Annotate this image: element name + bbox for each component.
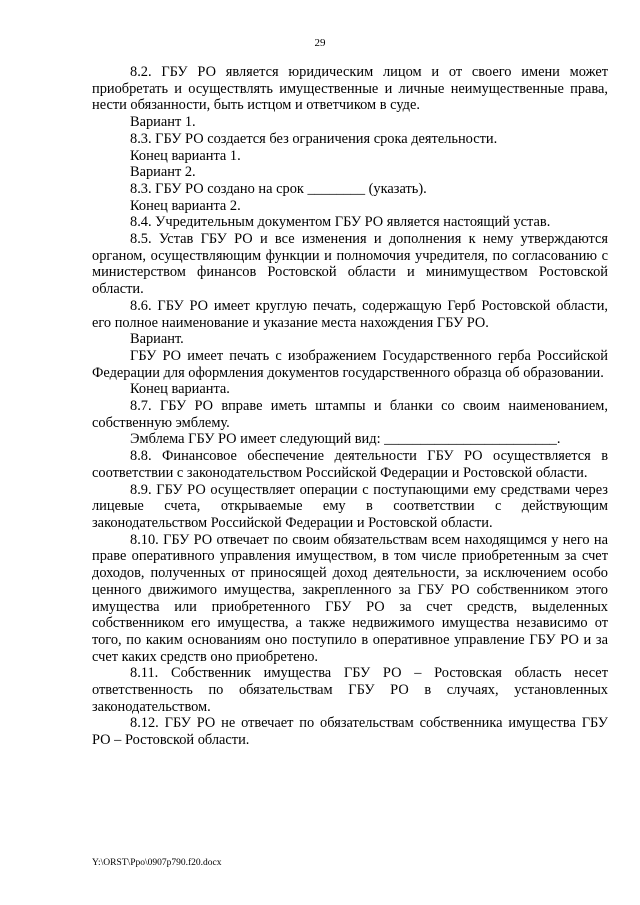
variant-end: Конец варианта. xyxy=(130,381,230,398)
paragraph-8-10: 8.10. ГБУ РО отвечает по своим обязательствам всем находящимся у него на праве оперативного управления имуществом, в том числе приобретенным за счет доходов, полученных от приносящей доход деятельности, за исключением особо ценного движимого имущества, закрепленного за ГБУ РО собственником этого имущества или приобретенного ГБУ РО за счет средств, выделенных собственником его имущества, а также недвижимого имущества независимо от того, по каким основаниям оно поступило в оперативное управление ГБУ РО и за счет каких средств оно приобретено. xyxy=(92,531,608,665)
variant-1-label: Вариант 1. xyxy=(130,114,196,131)
variant-1-end: Конец варианта 1. xyxy=(130,147,241,164)
paragraph-8-3-variant-2: 8.3. ГБУ РО создано на срок ________ (указать). xyxy=(130,180,427,197)
variant-2-end: Конец варианта 2. xyxy=(130,197,241,214)
paragraph-8-4: 8.4. Учредительным документом ГБУ РО является настоящий устав. xyxy=(130,214,551,231)
paragraph-8-7: 8.7. ГБУ РО вправе иметь штампы и бланки со своим наименованием, собственную эмблему. xyxy=(92,398,608,431)
paragraph-8-2: 8.2. ГБУ РО является юридическим лицом и от своего имени может приобретать и осуществлять имущественные и личные неимущественные права, нести обязанности, быть истцом и ответчиком в суде. xyxy=(92,64,608,114)
paragraph-8-12: 8.12. ГБУ РО не отвечает по обязательствам собственника имущества ГБУ РО – Ростовской области. xyxy=(92,715,608,749)
paragraph-8-3-variant-1: 8.3. ГБУ РО создается без ограничения срока деятельности. xyxy=(130,130,498,147)
document-body xyxy=(92,64,608,749)
paragraph-8-11: 8.11. Собственник имущества ГБУ РО – Ростовская область несет ответственность по обязательствам ГБУ РО в случаях, установленных законодательством. xyxy=(92,665,608,715)
footer-file-path: Y:\ORST\Ppo\0907p790.f20.docx xyxy=(92,858,222,868)
paragraph-8-9: 8.9. ГБУ РО осуществляет операции с поступающими ему средствами через лицевые счета, открываемые ему в соответствии с действующим законодательством Российской Федерации и Ростовской области. xyxy=(92,481,608,531)
page-number: 29 xyxy=(314,37,326,49)
paragraph-8-8: 8.8. Финансовое обеспечение деятельности ГБУ РО осуществляется в соответствии с законодательством Российской Федерации и Ростовской области. xyxy=(92,448,608,481)
emblem-line: Эмблема ГБУ РО имеет следующий вид: ________________________. xyxy=(130,431,561,448)
variant-2-label: Вариант 2. xyxy=(130,164,196,181)
paragraph-8-5: 8.5. Устав ГБУ РО и все изменения и дополнения к нему утверждаются органом, осуществляющим функции и полномочия учредителя, по согласованию с министерством финансов Ростовской области и минимуществом Ростовской области. xyxy=(92,231,608,298)
paragraph-seal-variant: ГБУ РО имеет печать с изображением Государственного герба Российской Федерации для оформления документов государственного образца об образовании. xyxy=(92,347,608,381)
paragraph-8-6: 8.6. ГБУ РО имеет круглую печать, содержащую Герб Ростовской области, его полное наименование и указание места нахождения ГБУ РО. xyxy=(92,297,608,331)
variant-label: Вариант. xyxy=(130,331,184,348)
